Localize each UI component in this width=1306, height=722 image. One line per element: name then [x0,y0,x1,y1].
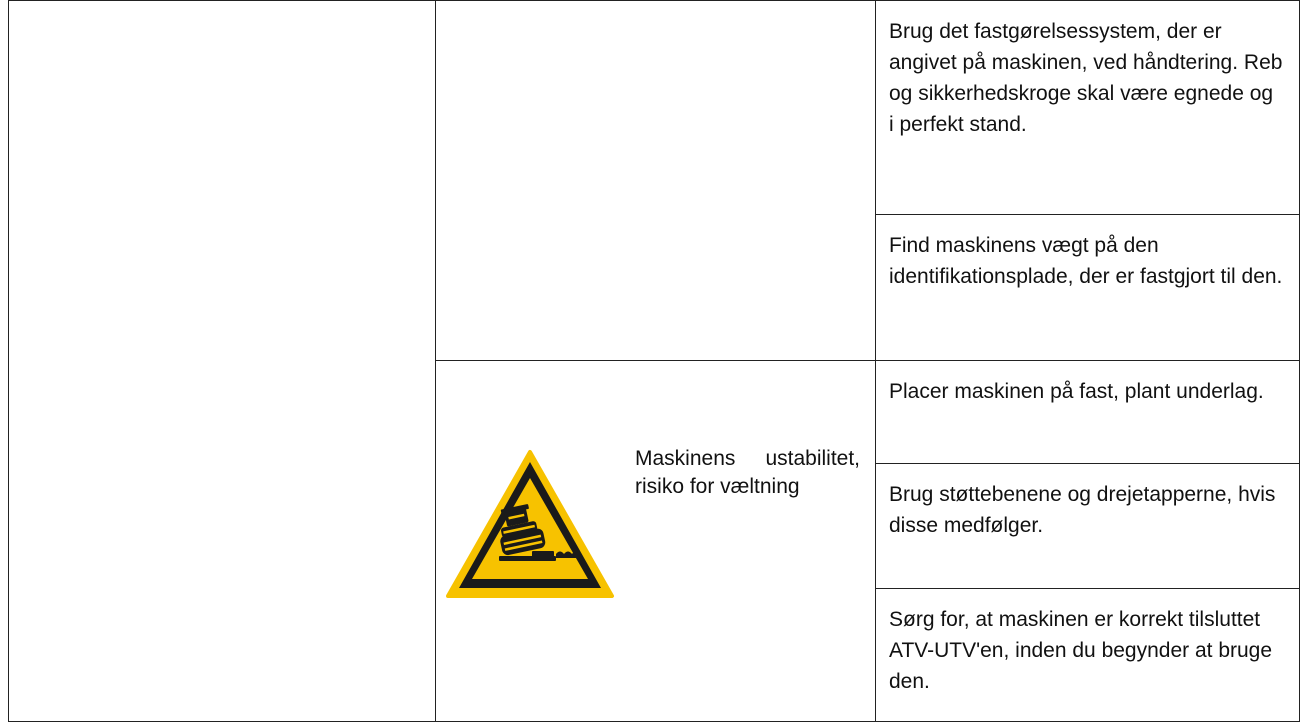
machine-tipping-warning-icon [444,448,616,600]
safety-instructions-table [8,0,1300,722]
instruction-cell-support-legs [876,464,1300,589]
instruction-cell-atv-connection [876,589,1300,722]
instruction-cell-solid-ground [876,361,1300,464]
hazard-cell [436,361,876,722]
instruction-text: Brug støttebenene og drejetapperne, hvis disse medfølger. [889,483,1276,537]
instruction-cell-fastening-system [876,1,1300,215]
instruction-text: Sørg for, at maskinen er korrekt tilsluttet ATV-UTV'en, inden du begynder at bruge den. [889,608,1273,693]
hazard-label: Maskinens ustabilitet, risiko for væltning [635,447,860,498]
instruction-text: Brug det fastgørelsessystem, der er angivet på maskinen, ved håndtering. Reb og sikkerhedskroge skal være egnede og i perfekt stand. [889,20,1283,136]
hazard-block [436,361,875,721]
instruction-text: Placer maskinen på fast, plant underlag. [889,380,1264,403]
empty-first-column-cell [9,1,436,722]
instruction-text: Find maskinens vægt på den identifikationsplade, der er fastgjort til den. [889,234,1283,288]
instruction-cell-machine-weight [876,215,1300,361]
empty-hazard-cell [436,1,876,361]
